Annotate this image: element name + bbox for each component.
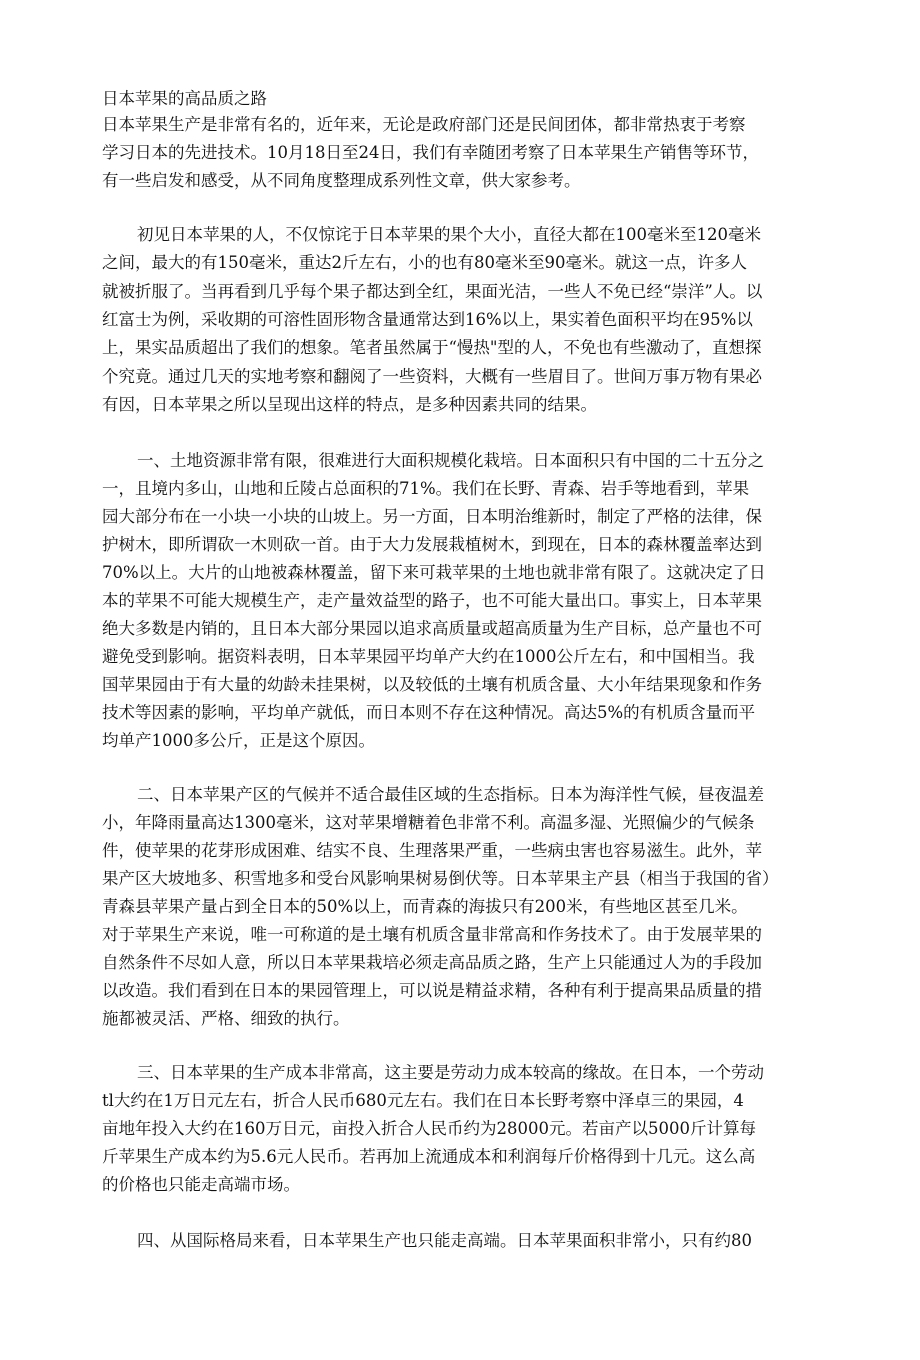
text-line: 有因，日本苹果之所以呈现出这样的特点，是多种因素共同的结果。: [102, 395, 597, 414]
text-line: 一，且境内多山，山地和丘陵占总面积的71%。我们在长野、青森、岩手等地看到，苹果: [102, 479, 750, 498]
text-line: 二、日本苹果产区的气候并不适合最佳区域的生态指标。日本为海洋性气候，昼夜温差: [137, 785, 764, 804]
text-line: 红富士为例，采收期的可溶性固形物含量通常达到16%以上，果实着色面积平均在95%以: [102, 310, 753, 329]
text-line: 小，年降雨量高达1300毫米，这对苹果增糖着色非常不利。高温多湿、光照偏少的气候条: [102, 813, 755, 832]
text-line: 果产区大坡地多、积雪地多和受台风影响果树易倒伏等。日本苹果主产县（相当于我国的省）: [102, 869, 779, 888]
text-line: 护树木，即所谓砍一木则砍一首。由于大力发展栽植树木，到现在，日本的森林覆盖率达到: [102, 535, 762, 554]
text-line: 件，使苹果的花芽形成困难、结实不良、生理落果严重，一些病虫害也容易滋生。此外，苹: [102, 841, 762, 860]
text-line: 初见日本苹果的人，不仅惊诧于日本苹果的果个大小，直径大都在100毫米至120毫米: [137, 225, 761, 244]
text-line: 园大部分布在一小块一小块的山坡上。另一方面，日本明治维新时，制定了严格的法律，保: [102, 507, 762, 526]
text-line: 三、日本苹果的生产成本非常高，这主要是劳动力成本较高的缘故。在日本，一个劳动: [137, 1063, 764, 1082]
text-line: 国苹果园由于有大量的幼龄未挂果树，以及较低的土壤有机质含量、大小年结果现象和作务: [102, 675, 762, 694]
text-line: 以改造。我们看到在日本的果园管理上，可以说是精益求精，各种有利于提高果品质量的措: [102, 981, 762, 1000]
text-line: 本的苹果不可能大规模生产，走产量效益型的路子，也不可能大量出口。事实上，日本苹果: [102, 591, 762, 610]
text-line: 均单产1000多公斤，正是这个原因。: [102, 731, 375, 750]
text-line: 有一些启发和感受，从不同角度整理成系列性文章，供大家参考。: [102, 171, 581, 190]
text-line: 学习日本的先进技术。10月18日至24日，我们有幸随团考察了日本苹果生产销售等环节，: [102, 143, 759, 162]
text-line: tl大约在1万日元左右，折合人民币680元左右。我们在日本长野考察中泽卓三的果园，4: [102, 1091, 744, 1110]
text-line: 个究竟。通过几天的实地考察和翻阅了一些资料，大概有一些眉目了。世间万事万物有果必: [102, 367, 762, 386]
text-line: 避免受到影响。据资料表明，日本苹果园平均单产大约在1000公斤左右，和中国相当。我: [102, 647, 755, 666]
text-line: 就被折服了。当再看到几乎每个果子都达到全红，果面光洁，一些人不免已经“崇洋”人。以: [102, 282, 763, 301]
text-line: 的价格也只能走高端市场。: [102, 1175, 300, 1194]
text-line: 斤苹果生产成本约为5.6元人民币。若再加上流通成本和利润每斤价格得到十几元。这么高: [102, 1147, 756, 1166]
text-line: 四、从国际格局来看，日本苹果生产也只能走高端。日本苹果面积非常小，只有约80: [137, 1231, 752, 1250]
text-line: 自然条件不尽如人意，所以日本苹果栽培必须走高品质之路，生产上只能通过人为的手段加: [102, 953, 762, 972]
text-line: 施都被灵活、严格、细致的执行。: [102, 1009, 350, 1028]
text-line: 70%以上。大片的山地被森林覆盖，留下来可栽苹果的土地也就非常有限了。这就决定了日: [102, 563, 766, 582]
text-line: 亩地年投入大约在160万日元，亩投入折合人民币约为28000元。若亩产以5000斤计算每: [102, 1119, 756, 1138]
text-line: 日本苹果生产是非常有名的，近年来，无论是政府部门还是民间团体，都非常热衷于考察: [102, 115, 746, 134]
text-line: 一、土地资源非常有限，很难进行大面积规模化栽培。日本面积只有中国的二十五分之: [137, 451, 764, 470]
text-line: 对于苹果生产来说，唯一可称道的是土壤有机质含量非常高和作务技术了。由于发展苹果的: [102, 925, 762, 944]
document-title: 日本苹果的高品质之路: [102, 89, 267, 108]
text-line: 之间，最大的有150毫米，重达2斤左右，小的也有80毫米至90毫米。就这一点，许多人: [102, 253, 747, 272]
text-line: 技术等因素的影响，平均单产就低，而日本则不存在这种情况。高达5%的有机质含量而平: [102, 703, 756, 722]
text-line: 上，果实品质超出了我们的想象。笔者虽然属于“慢热"型的人，不免也有些激动了，直想探: [102, 338, 762, 357]
text-line: 青森县苹果产量占到全日本的50%以上，而青森的海拔只有200米，有些地区甚至几米。: [102, 897, 748, 916]
text-line: 绝大多数是内销的，且日本大部分果园以追求高质量或超高质量为生产目标，总产量也不可: [102, 619, 762, 638]
